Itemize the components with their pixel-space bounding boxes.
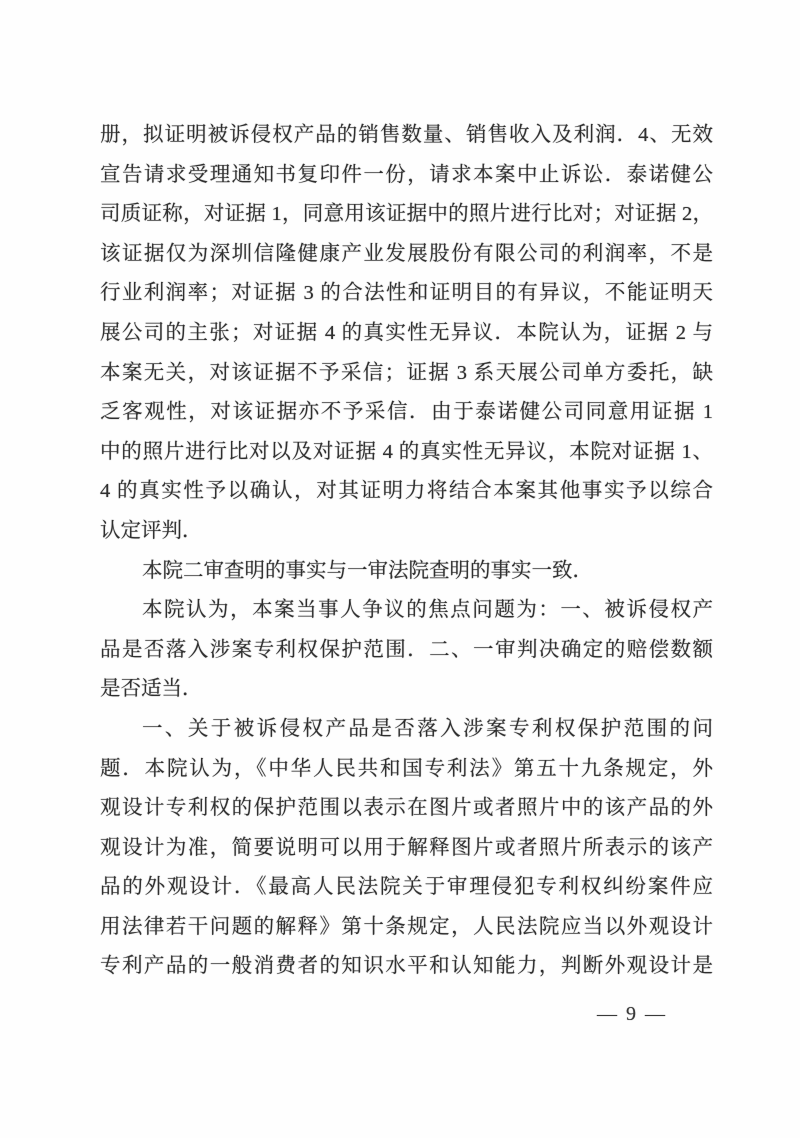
text-line: 专利产品的一般消费者的知识水平和认知能力，判断外观设计是 (100, 955, 713, 978)
text-line: 册，拟证明被诉侵权产品的销售数量、销售收入及利润．4、无效 (100, 124, 713, 146)
text-line: 本院二审查明的事实与一审法院查明的事实一致． (142, 559, 593, 582)
text-line: 4 的真实性予以确认，对其证明力将结合本案其他事实予以综合 (100, 480, 713, 503)
text-line: 行业利润率；对证据 3 的合法性和证明目的有异议，不能证明天 (100, 282, 713, 305)
text-line: 该证据仅为深圳信隆健康产业发展股份有限公司的利润率，不是 (100, 242, 713, 265)
text-line: 展公司的主张；对证据 4 的真实性无异议．本院认为，证据 2 与 (100, 321, 713, 344)
text-line: 品的外观设计．《最高人民法院关于审理侵犯专利权纠纷案件应 (100, 876, 713, 899)
text-line: 题．本院认为，《中华人民共和国专利法》第五十九条规定，外 (100, 757, 713, 780)
text-line: 观设计专利权的保护范围以表示在图片或者照片中的该产品的外 (100, 797, 713, 820)
text-line: 品是否落入涉案专利权保护范围．二、一审判决确定的赔偿数额 (100, 638, 713, 661)
text-line: 用法律若干问题的解释》第十条规定，人民法院应当以外观设计 (100, 915, 713, 938)
text-line: 本案无关，对该证据不予采信；证据 3 系天展公司单方委托，缺 (100, 361, 713, 384)
text-line: 观设计为准，简要说明可以用于解释图片或者照片所表示的该产 (100, 836, 713, 859)
text-line: 乏客观性，对该证据亦不予采信．由于泰诺健公司同意用证据 1 (100, 401, 713, 424)
text-line: 中的照片进行比对以及对证据 4 的真实性无异议，本院对证据 1、 (100, 440, 713, 463)
text-line: 宣告请求受理通知书复印件一份，请求本案中止诉讼．泰诺健公 (100, 163, 713, 186)
text-line: 认定评判． (100, 519, 203, 542)
text-line: 一、关于被诉侵权产品是否落入涉案专利权保护范围的问 (142, 717, 713, 740)
text-line: 是否适当． (100, 678, 203, 701)
judgment-text-block (100, 116, 713, 987)
text-line: 司质证称，对证据 1，同意用该证据中的照片进行比对；对证据 2， (100, 203, 713, 226)
page-number: — 9 — (597, 1003, 667, 1025)
text-line: 本院认为，本案当事人争议的焦点问题为：一、被诉侵权产 (142, 599, 713, 622)
